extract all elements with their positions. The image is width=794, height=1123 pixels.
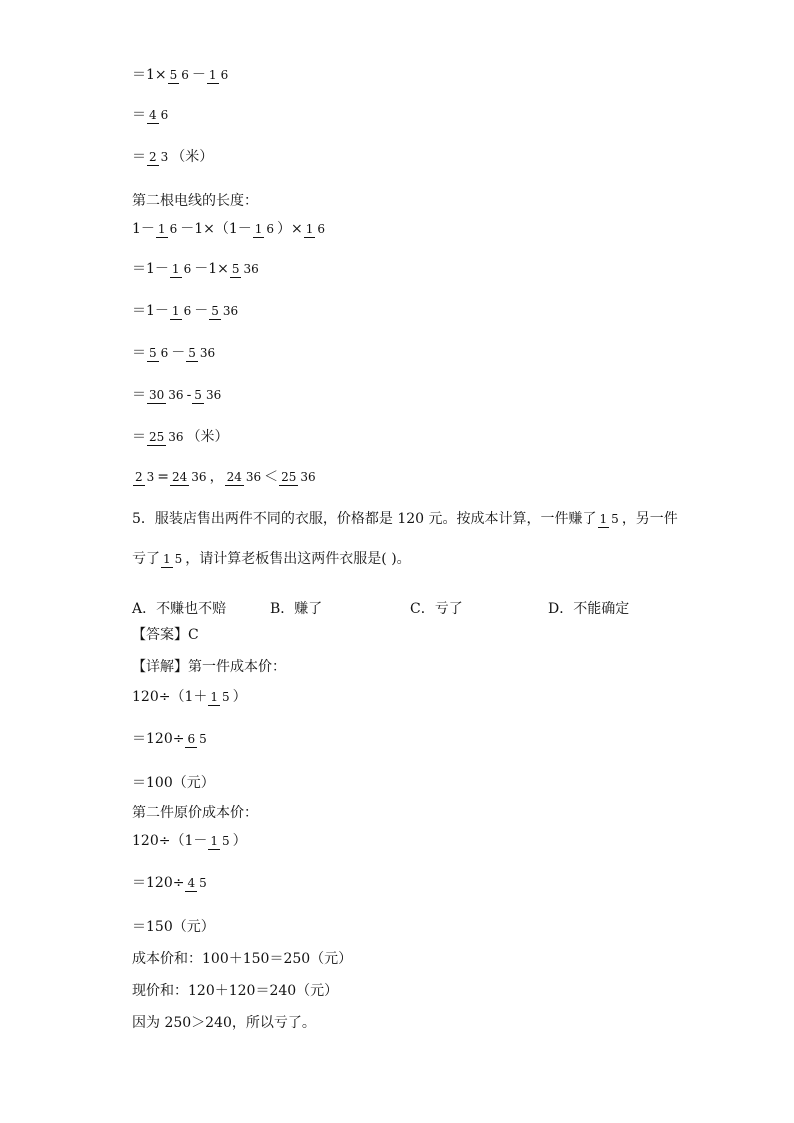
fraction-numerator: 4	[187, 875, 196, 890]
fraction	[147, 109, 170, 122]
fraction-denominator: 6	[317, 221, 326, 236]
text-segment: -	[186, 387, 192, 403]
text-line	[132, 834, 247, 848]
fraction-denominator: 6	[266, 221, 275, 236]
text-line	[132, 1016, 316, 1030]
text-segment: 第二根电线的长度：	[132, 193, 258, 209]
fraction-numerator: 24	[226, 469, 242, 484]
fraction-numerator: 5	[169, 67, 178, 82]
fraction-denominator: 36	[300, 469, 316, 484]
fraction-numerator: 1	[254, 221, 263, 236]
fraction-denominator: 5	[199, 731, 207, 746]
fraction	[147, 389, 186, 402]
text-line	[132, 628, 199, 642]
fraction-denominator: 5	[199, 875, 207, 890]
text-line	[132, 920, 215, 934]
fraction-denominator: 6	[183, 303, 192, 318]
text-line	[132, 388, 224, 402]
text-segment: ＝	[132, 387, 146, 403]
fraction	[170, 305, 193, 318]
fraction-denominator: 6	[220, 67, 229, 82]
text-segment: 亏了	[132, 551, 160, 567]
text-line	[132, 952, 352, 966]
fraction-denominator: 36	[199, 345, 216, 360]
text-line	[132, 108, 171, 122]
text-segment: ＝	[132, 345, 146, 361]
text-segment: ＝1－	[132, 261, 169, 277]
fraction	[147, 347, 170, 360]
fraction-numerator: 4	[149, 107, 157, 122]
fraction	[279, 471, 318, 484]
text-segment: ＜	[264, 469, 279, 485]
fraction-denominator: 36	[168, 387, 184, 402]
fraction	[304, 223, 327, 236]
fraction-denominator: 36	[245, 469, 262, 484]
text-segment: －1×（1－	[180, 221, 252, 237]
text-segment: ＝120÷	[132, 731, 185, 747]
fraction	[207, 69, 230, 82]
fraction	[168, 69, 191, 82]
fraction-numerator: 30	[149, 387, 165, 402]
fraction	[598, 513, 621, 526]
fraction-numerator: 1	[157, 221, 166, 236]
fraction-numerator: 1	[599, 511, 608, 526]
fraction	[185, 877, 208, 890]
text-line	[132, 806, 258, 820]
fraction-denominator: 5	[174, 551, 183, 566]
fraction	[161, 553, 184, 566]
text-segment: 120÷（1＋	[132, 689, 208, 705]
text-segment: ＝	[132, 149, 146, 165]
text-line	[132, 304, 241, 318]
text-segment: 【答案】C	[132, 627, 199, 643]
text-line	[132, 984, 338, 998]
fraction	[209, 305, 240, 318]
text-segment: 现价和：120＋120＝240（元）	[132, 983, 339, 999]
text-line	[132, 150, 213, 164]
text-segment: ＝	[132, 107, 146, 123]
text-segment: 120÷（1－	[132, 833, 208, 849]
option-d: D．不能确定	[548, 601, 630, 617]
text-line	[132, 430, 229, 444]
option-a: A．不赚也不赔	[132, 601, 227, 617]
fraction-numerator: 1	[171, 303, 180, 318]
fraction-denominator: 3	[160, 149, 169, 164]
fraction	[208, 691, 231, 704]
text-segment: 1－	[132, 221, 155, 237]
text-line	[132, 262, 262, 276]
fraction-numerator: 5	[194, 387, 202, 402]
text-segment: ）	[232, 833, 247, 849]
text-line	[132, 690, 247, 704]
fraction	[208, 835, 231, 848]
text-segment: 因为 250＞240，所以亏了。	[132, 1015, 316, 1031]
fraction-denominator: 36	[168, 429, 184, 444]
fraction-numerator: 25	[281, 469, 297, 484]
fraction-denominator: 5	[222, 689, 230, 704]
fraction-denominator: 5	[222, 833, 230, 848]
text-segment: =	[157, 469, 170, 485]
fraction-numerator: 24	[172, 469, 188, 484]
fraction-denominator: 36	[205, 387, 222, 402]
text-line	[132, 732, 210, 746]
text-segment: 第二件原价成本价：	[132, 805, 258, 821]
text-line	[132, 470, 319, 484]
fraction-denominator: 36	[222, 303, 239, 318]
text-segment: ，	[209, 469, 224, 485]
text-segment: －	[171, 345, 186, 361]
fraction-denominator: 6	[181, 67, 189, 82]
text-line	[132, 194, 258, 208]
text-line	[132, 552, 411, 566]
text-line	[132, 222, 328, 236]
text-segment: －1×	[194, 261, 229, 277]
fraction	[192, 389, 223, 402]
fraction-numerator: 2	[149, 149, 157, 164]
fraction-numerator: 2	[135, 469, 143, 484]
text-line	[132, 512, 678, 526]
fraction-numerator: 5	[149, 345, 157, 360]
text-segment: －	[194, 303, 209, 319]
fraction-denominator: 6	[160, 107, 169, 122]
text-segment: ）×	[277, 221, 303, 237]
fraction-denominator: 5	[611, 511, 619, 526]
text-segment: ，请计算老板售出这两件衣服是( )。	[185, 551, 411, 567]
fraction	[147, 151, 170, 164]
text-segment: ＝100（元）	[132, 775, 215, 791]
fraction-denominator: 36	[243, 261, 259, 276]
fraction-numerator: 1	[210, 689, 218, 704]
fraction-numerator: 1	[171, 261, 180, 276]
fraction	[170, 263, 193, 276]
text-segment: ，另一件	[621, 511, 678, 527]
text-line	[132, 660, 286, 674]
option-b: B．赚了	[270, 601, 323, 617]
fraction-numerator: 6	[187, 731, 196, 746]
text-segment: ）	[232, 689, 247, 705]
fraction-numerator: 1	[210, 833, 218, 848]
text-segment: （米）	[186, 429, 229, 445]
text-segment: ＝120÷	[132, 875, 185, 891]
text-segment: ＝	[132, 429, 146, 445]
fraction	[170, 471, 209, 484]
text-segment: ＝1－	[132, 303, 169, 319]
fraction-denominator: 3	[146, 469, 155, 484]
fraction-denominator: 6	[169, 221, 178, 236]
text-segment: ＝150（元）	[132, 919, 215, 935]
fraction-numerator: 5	[231, 261, 240, 276]
text-line	[132, 876, 210, 890]
fraction-numerator: 1	[208, 67, 217, 82]
text-line	[132, 776, 215, 790]
fraction	[253, 223, 276, 236]
fraction-numerator: 25	[149, 429, 165, 444]
text-segment: 5．服装店售出两件不同的衣服，价格都是 120 元。按成本计算，一件赚了	[132, 511, 597, 527]
text-segment: 【详解】第一件成本价：	[132, 659, 286, 675]
fraction	[185, 733, 208, 746]
text-line	[132, 346, 218, 360]
text-segment: （米）	[171, 149, 214, 165]
fraction	[156, 223, 179, 236]
fraction-numerator: 1	[305, 221, 314, 236]
option-c: C．亏了	[410, 601, 463, 617]
fraction	[230, 263, 261, 276]
fraction-denominator: 6	[160, 345, 169, 360]
fraction-denominator: 6	[183, 261, 192, 276]
fraction	[133, 471, 156, 484]
fraction	[225, 471, 264, 484]
fraction-numerator: 5	[188, 345, 196, 360]
fraction	[186, 347, 217, 360]
fraction-numerator: 1	[163, 551, 171, 566]
text-segment: ＝1×	[132, 67, 167, 83]
fraction-denominator: 36	[191, 469, 207, 484]
text-segment: －	[191, 67, 206, 83]
text-segment: 成本价和：100＋150＝250（元）	[132, 951, 353, 967]
fraction-numerator: 5	[211, 303, 219, 318]
text-line	[132, 68, 231, 82]
fraction	[147, 431, 186, 444]
